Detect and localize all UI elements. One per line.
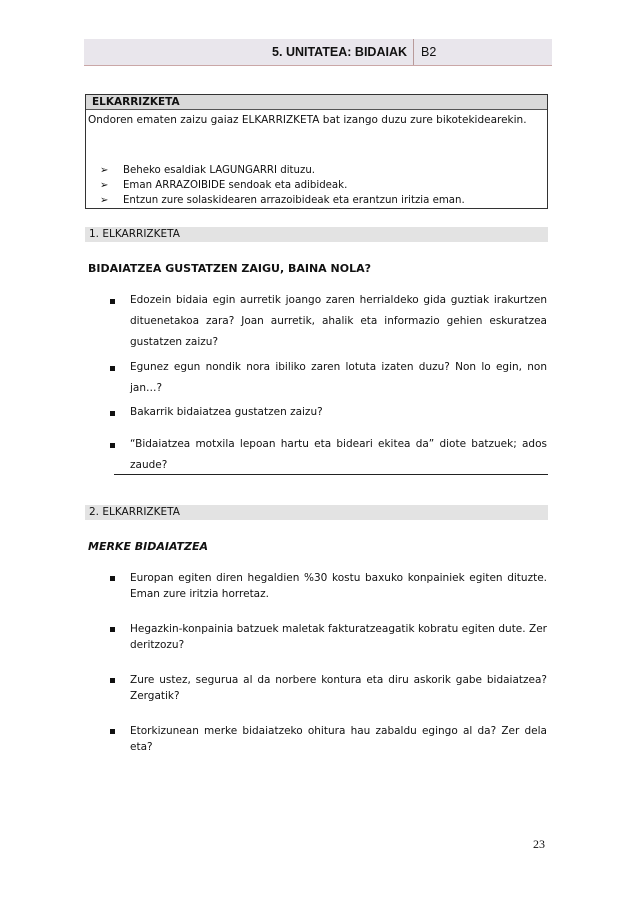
square-bullet-icon <box>110 443 118 451</box>
question-item: Europan egiten diren hegaldien %30 kostu baxuko konpainiek egiten dituzte. Eman zure iritzia horretaz. <box>130 572 547 600</box>
instructions-title: ELKARRIZKETA <box>86 95 547 110</box>
divider <box>114 474 548 475</box>
question-item: Hegazkin-konpainia batzuek maletak fakturatzeagatik kobratu egiten dute. Zer deritzozu? <box>130 623 547 651</box>
page-header <box>84 39 552 66</box>
instruction-item: ➢ Beheko esaldiak LAGUNGARRI dituzu. <box>100 165 316 176</box>
square-bullet-icon <box>110 678 118 686</box>
square-bullet-icon <box>110 729 118 737</box>
square-bullet-icon <box>110 627 118 635</box>
section-2-title: MERKE BIDAIATZEA <box>88 540 208 553</box>
question-item: “Bidaiatzea motxila lepoan hartu eta bideari ekitea da” diote batzuek; ados zaude? <box>130 438 547 471</box>
instructions-box <box>85 94 548 209</box>
arrow-bullet-icon: ➢ <box>100 180 109 191</box>
question-item: Edozein bidaia egin aurretik joango zaren herrialdeko gida guztiak irakurtzen dituenetakoa zara? Joan aurretik, ahalik eta informazio gehien eskuratzea gustatzen zaizu? <box>130 294 547 348</box>
square-bullet-icon <box>110 366 118 374</box>
square-bullet-icon <box>110 411 118 419</box>
square-bullet-icon <box>110 576 118 584</box>
level-label: B2 <box>421 45 437 59</box>
arrow-bullet-icon: ➢ <box>100 195 109 206</box>
question-item: Etorkizunean merke bidaiatzeko ohitura hau zabaldu egingo al da? Zer dela eta? <box>130 725 547 753</box>
section-2-label: 2. ELKARRIZKETA <box>85 505 548 520</box>
question-item: Bakarrik bidaiatzea gustatzen zaizu? <box>130 406 323 418</box>
square-bullet-icon <box>110 299 118 307</box>
page-number: 23 <box>533 837 545 851</box>
instructions-intro: Ondoren ematen zaizu gaiaz ELKARRIZKETA bat izango duzu zure bikotekidearekin. <box>88 114 527 126</box>
section-1-title: BIDAIATZEA GUSTATZEN ZAIGU, BAINA NOLA? <box>88 262 371 275</box>
question-item: Zure ustez, segurua al da norbere kontura eta diru askorik gabe bidaiatzea? Zergatik? <box>130 674 547 702</box>
question-item: Egunez egun nondik nora ibiliko zaren lotuta izaten duzu? Non lo egin, non jan…? <box>130 361 547 394</box>
instructions-list <box>100 163 465 208</box>
arrow-bullet-icon: ➢ <box>100 165 109 176</box>
instruction-item: ➢ Eman ARRAZOIBIDE sendoak eta adibideak. <box>100 180 348 191</box>
unit-title: 5. UNITATEA: BIDAIAK <box>84 39 414 65</box>
section-1-label: 1. ELKARRIZKETA <box>85 227 548 242</box>
instruction-item: ➢ Entzun zure solaskidearen arrazoibideak eta erantzun iritzia eman. <box>100 195 465 206</box>
